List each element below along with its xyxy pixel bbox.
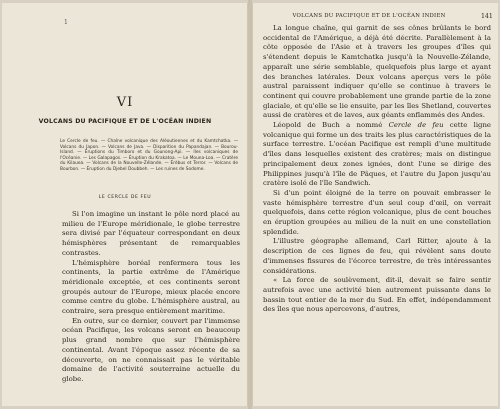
paragraph: Si d'un point éloigné de la terre on pouvait embrasser le vaste hémisphère terrestre d'un seul coup d'œil, on verrait quelquefois, dans cette région volcanique, plus de cent bouches en éruption groupées au milieu de la nuit en une constellation splendide. — [263, 188, 491, 236]
running-head: VOLCANS DU PACIFIQUE ET DE L'OCÉAN INDIEN — [292, 13, 446, 19]
paragraph: « La force de soulèvement, dit-il, devait se faire sentir autrefois avec une activité bien autrement puissante dans le bassin tout entier de la mer du Sud. En effet, indépendamment des îles que nous apercevons, d'autres, — [263, 276, 491, 314]
page-number: 141 — [481, 13, 493, 20]
emphasis-term: Cercle de feu — [388, 121, 444, 130]
paragraph-text: Léopold de Buch a nommé — [273, 121, 389, 130]
paragraph: L'hémisphère boréal renfermera tous les continents, la partie extrême de l'Amérique méridionale exceptée, et ces continents seront groupés autour de l'Europe, mieux placée encore comme centre du globe. L'hémisphère austral, au contraire, sera presque entièrement maritime. — [62, 258, 240, 316]
left-body-text — [62, 210, 240, 385]
section-heading: LE CERCLE DE FEU — [98, 195, 152, 200]
chapter-summary: Le Cercle de feu. — Chaîne volcanique des Aléoutiennes et du Kamtchatka. — Volcans du Japon. — Volcans de Java. — Disparition du Papandajan. — Bourou-Island. — Éruptions du Timboro et du Gounong-Api. — Iles volcaniques de l'Océanie. — Les Galapagos. — Éruption du Krakatoa. — Le Mouna-Loa. — Cratère du Kilauea. — Volcans de la Nouvelle-Zélande. — Érèbus et Terror. — Volcans de Bourbon. — Éruption du Djebel Doubbeh. — Les ruines de Sodome. — [60, 139, 238, 172]
paragraph: L'illustre géographe allemand, Carl Ritter, ajoute à la description de ces lignes de feu, qui révèlent sans doute d'immenses fissures de l'écorce terrestre, de très intéressantes considérations. — [263, 237, 491, 275]
right-body-text — [263, 24, 491, 315]
right-page — [252, 3, 498, 406]
paragraph: La longue chaîne, qui garnit de ses cônes brûlants le bord occidental de l'Amérique, a déjà été décrite. Parallèlement à la côte opposée de l'Asie et à travers les groupes d'îles qui s'étendent depuis le Kamtchatka jusqu'à la Nouvelle-Zélande, apparaît une série semblable, quelquefois plus large et ayant des branches latérales. Deux volcans aperçus vers le pôle austral paraissent indiquer qu'elle se continue à travers le continent qui couvre probablement une grande partie de la zone glaciale, et qu'elle se lie ensuite, par les îles Shetland, couvertes aussi de cratères et de laves, aux géants enflammés des Andes. — [263, 24, 491, 120]
paragraph — [263, 121, 491, 189]
paragraph: Si l'on imagine un instant le pôle nord placé au milieu de l'Europe méridionale, le globe terrestre sera divisé par l'équateur correspondant en deux hémisphères présentant de remarquables contrastes. — [62, 210, 240, 257]
paragraph: En outre, sur ce dernier, couvert par l'immense océan Pacifique, les volcans seront en beaucoup plus grand nombre que sur l'hémisphère continental. Avant l'époque assez récente de sa découverte, on ne connaissait pas le véritable domaine de l'activité souterraine actuelle du globe. — [62, 316, 240, 383]
page-marker: 1 — [64, 19, 68, 26]
chapter-number: VI — [116, 95, 134, 110]
left-page — [2, 3, 248, 406]
chapter-title: VOLCANS DU PACIFIQUE ET DE L'OCÉAN INDIEN — [38, 118, 212, 125]
paragraph-text: cette ligne volcanique qui forme un des traits les plus caractéristiques de la surface terrestre. L'océan Pacifique est rempli d'une multitude d'îles dans lesquelles existent des cratères; mais on distingue principalement deux zones ignées, dont l'une se dirige des Philippines jusqu'à l'île de Pâques, et l'autre du Japon jusqu'au cratère isolé de l'île Sandwich. — [263, 121, 491, 188]
